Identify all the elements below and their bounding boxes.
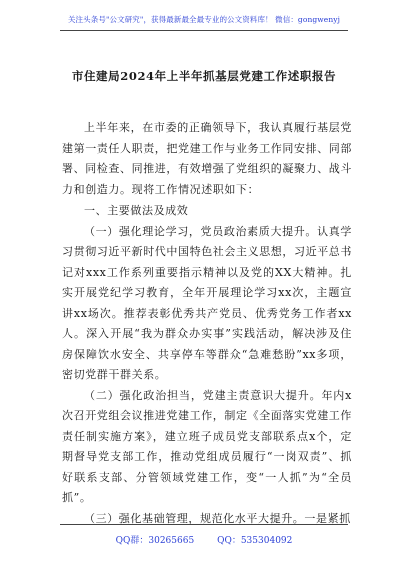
- header-note: 关注头条号"公文研究"，获得最新最全最专业的公文资料库！ 微信：gongwenyj: [67, 15, 341, 24]
- footer-qq: QQ：535304092: [217, 536, 293, 546]
- intro-paragraph: 上半年来，在市委的正确领导下，我认真履行基层党建第一责任人职责，把党建工作与业务工作同安排、同部署、同检查、同推进，有效增强了党组织的凝聚力、战斗力和创造力。现将工作情况述职如下：: [62, 121, 352, 196]
- document-title: 市住建局2024年上半年抓基层党建工作述职报告: [71, 69, 337, 83]
- body-paragraph-1: （一）强化理论学习，党员政治素质大提升。认真学习贯彻习近平新时代中国特色社会主义思想，习近平总书记对xxx工作系列重要指示精神以及党的XX大精神。扎实开展党纪学习教育，全年开展理论学习xx次，主题宣讲xx场次。推荐表彰优秀共产党员、优秀党务工作者xx人。深入开展“我为群众办实事”实践活动，解决涉及住房保障饮水安全、共享停车等群众“急难愁盼”xx多项，密切党群干群关系。: [62, 224, 352, 381]
- document-body: [62, 118, 352, 529]
- footer-qq-group: QQ群：30265665: [115, 536, 195, 546]
- header-divider: [60, 30, 348, 31]
- footer: [0, 533, 408, 546]
- body-paragraph-2: （二）强化政治担当，党建主责意识大提升。年内x次召开党组会议推进党建工作，制定《全面落实党建工作责任制实施方案》，建立班子成员党支部联系点x个，定期督导党支部工作，推动党组成员履行“一岗双责”、抓好联系支部、分管领域党建工作，变“一人抓”为“全员抓”。: [62, 388, 352, 504]
- body-paragraph-3: （三）强化基础管理，规范化水平大提升。一是紧抓: [84, 511, 351, 525]
- footer-divider: [60, 524, 348, 525]
- section-heading: 一、主要做法及成效: [84, 204, 189, 217]
